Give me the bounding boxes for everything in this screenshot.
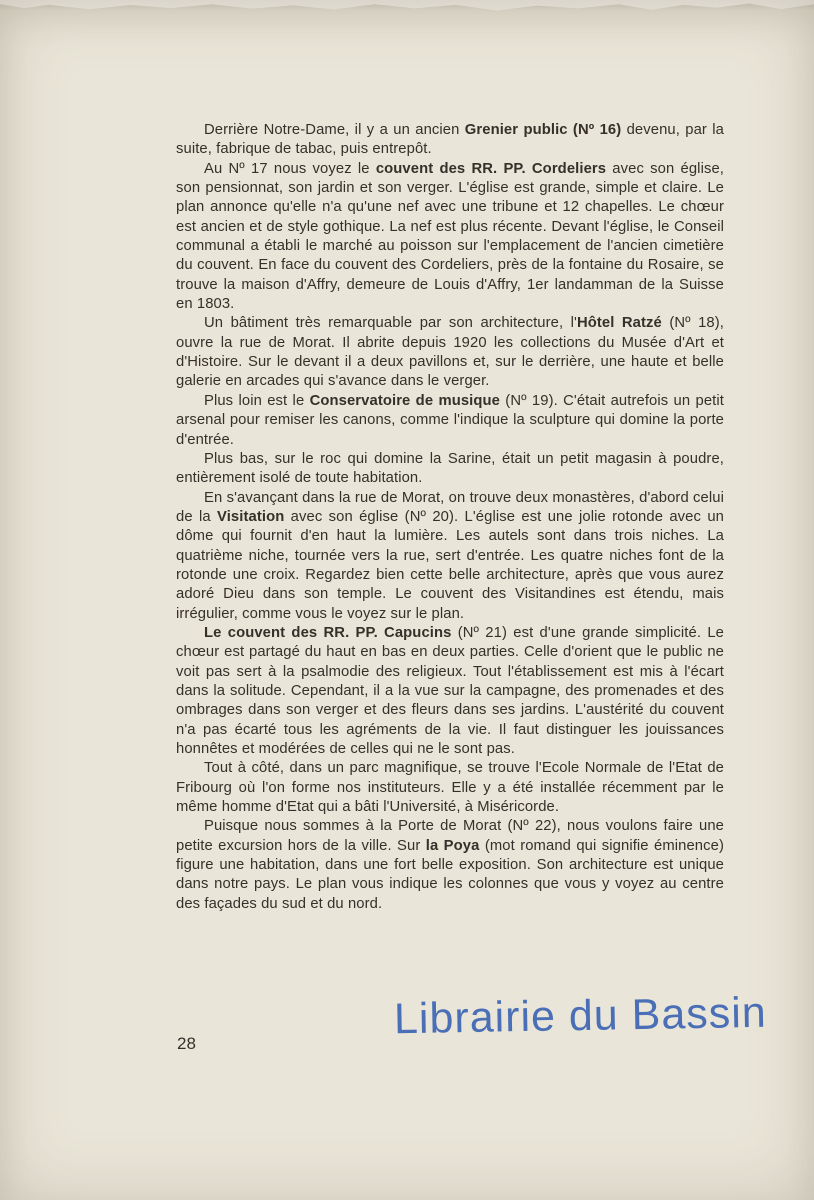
text-run: Au Nº 17 nous voyez le	[204, 160, 376, 177]
page-top-edge	[0, 0, 814, 14]
paragraph	[176, 121, 724, 160]
text-run: avec son église (Nº 20). L'église est une jolie rotonde avec un dôme qui fournit d'en haut la lumière. Les autels sont dans trois niches. La quatrième niche, tournée vers la rue, sert d'entrée. Les quatre niches font de la rotonde une croix. Regardez bien cette belle architecture, après que vous aurez adoré Dieu dans son temple. Le couvent des Visitandines est étendu, mais irrégulier, comme vous le voyez sur le plan.	[176, 508, 724, 622]
text-run: devenu, par la suite, fabrique de tabac, puis entrepôt.	[176, 122, 724, 158]
text-column	[176, 121, 724, 914]
text-run: Derrière Notre-Dame, il y a un ancien	[204, 122, 465, 138]
paragraph	[176, 314, 724, 391]
paragraph	[176, 817, 724, 914]
paragraph	[176, 450, 724, 489]
bold-text-run: Le couvent des RR. PP. Capucins	[204, 624, 452, 641]
paragraph	[176, 759, 724, 817]
text-run: Un bâtiment très remarquable par son architecture, l'	[204, 315, 577, 332]
text-run: (Nº 19). C'était autrefois un petit arsenal pour remiser les canons, comme l'indique la sculpture qui domine la porte d'entrée.	[176, 392, 724, 448]
bold-text-run: Grenier public (Nº 16)	[464, 122, 622, 138]
bold-text-run: couvent des RR. PP. Cordeliers	[375, 160, 607, 177]
text-run: Plus bas, sur le roc qui domine la Sarine, était un petit magasin à poudre, entièrement isolé de toute habitation.	[176, 450, 724, 487]
bold-text-run: Visitation	[217, 508, 285, 525]
text-run: (Nº 21) est d'une grande simplicité. Le chœur est partagé du haut en bas en deux parties. Celle d'orient que le public ne voit pas sert à la psalmodie des religieux. Tout l'établissement est mis à l'écart dans la solitude. Cependant, il a la vue sur la campagne, des promenades et des ombrages dans son verger et des fleurs dans ses jardins. L'austérité du couvent n'a pas écarté tous les agréments de la vie. Il faut distinguer les jouissances honnêtes et modérées de celles qui ne le sont pas.	[176, 624, 724, 757]
text-run: avec son église, son pensionnat, son jardin et son verger. L'église est grande, simple et claire. Le plan annonce qu'elle n'a qu'une nef avec une tribune et 12 chapelles. Le chœur est ancien et de style gothique. La nef est plus récente. Devant l'église, le Conseil communal a établi le marché au poisson sur l'emplacement de l'ancien cimetière du couvent. En face du couvent des Cordeliers, près de la fontaine du Rosaire, se trouve la maison d'Affry, demeure de Louis d'Affry, 1er landamman de la Suisse en 1803.	[176, 160, 724, 313]
text-run: Tout à côté, dans un parc magnifique, se trouve l'Ecole Normale de l'Etat de Fribourg où l'on forme nos instituteurs. Elle y a été installée récemment par le même homme d'Etat qui a bâti l'Université, à Miséricorde.	[176, 760, 724, 816]
bold-text-run: Conservatoire de musique	[309, 392, 500, 409]
text-run: (Nº 18), ouvre la rue de Morat. Il abrite depuis 1920 les collections du Musée d'Art et d'Histoire. Sur le devant il a deux pavillons et, sur le derrière, une haute et belle galerie en arcades qui s'avance dans le verger.	[176, 315, 724, 390]
text-run: En s'avançant dans la rue de Morat, on trouve deux monastères, d'abord celui de la	[176, 489, 724, 525]
watermark: Librairie du Bassin	[393, 988, 768, 1044]
paragraph	[176, 392, 724, 450]
bold-text-run: Hôtel Ratzé	[576, 315, 662, 332]
paragraph	[176, 160, 724, 315]
text-run: (mot romand qui signifie éminence) figure une habitation, dans une fort belle exposition. Son architecture est unique dans notre pays. Le plan vous indique les colonnes que vous y voyez au centre des façades du sud et du nord.	[176, 837, 724, 912]
text-run: Plus loin est le	[204, 392, 310, 409]
bold-text-run: la Poya	[425, 837, 480, 854]
paragraph	[176, 624, 724, 759]
page-number: 28	[177, 1034, 196, 1053]
paragraph	[176, 489, 724, 624]
text-run: Puisque nous sommes à la Porte de Morat (Nº 22), nous voulons faire une petite excursion hors de la ville. Sur	[176, 818, 724, 854]
